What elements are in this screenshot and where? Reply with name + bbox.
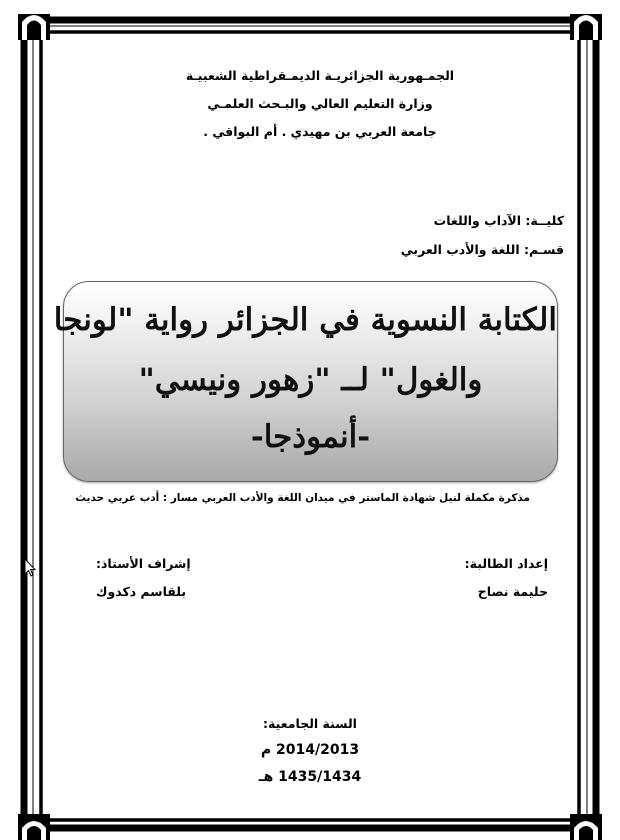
thesis-title-line-1: الكتابة النسوية في الجزائر رواية "لونجا: [53, 302, 557, 338]
faculty-line: [264, 206, 564, 235]
corner-ornament-top-left: [18, 14, 50, 40]
faculty-label: كليــة:: [525, 213, 564, 228]
student-label: إعداد الطالبة:: [464, 556, 548, 571]
supervisor-name: بلقاسم دكدوك: [96, 584, 187, 599]
thesis-subtitle: مذكرة مكملة لنيل شهادة الماستر في ميدان اللغة والأدب العربي مسار : أدب عربي حديث: [75, 492, 530, 504]
supervisor-label: إشراف الأستاذ:: [96, 556, 191, 571]
republic-name: الجمـهورية الجزائريـة الديمـقراطية الشعبيـة: [185, 68, 455, 83]
ministry-name: وزارة التعليم العالي والبـحث العلمـي: [207, 96, 433, 111]
department-line: [264, 235, 564, 264]
corner-ornament-bottom-right: [570, 814, 602, 840]
faculty-info: [264, 206, 564, 264]
academic-year-gregorian: 2014/2013 م: [260, 742, 360, 758]
thesis-title-line-2: والغول" لــ "زهور ونيسي": [138, 362, 483, 398]
faculty-value: الآداب واللغات: [433, 213, 522, 228]
department-value: اللغة والأدب العربي: [400, 242, 520, 257]
university-name: جامعة العربي بن مهيدي . أم البواقي .: [203, 124, 437, 139]
corner-ornament-bottom-left: [18, 814, 50, 840]
mouse-pointer-icon: [24, 558, 36, 578]
department-label: قسـم:: [524, 242, 564, 257]
thesis-title-line-3: -أنموذجا-: [250, 419, 371, 455]
student-name: حليمة نصاح: [477, 584, 548, 599]
academic-year-label: السنة الجامعية:: [263, 716, 357, 731]
thesis-title-box: [53, 281, 558, 482]
institution-header: [150, 62, 490, 146]
academic-year: [220, 710, 400, 791]
corner-ornament-top-right: [570, 14, 602, 40]
academic-year-hijri: 1435/1434 هـ: [258, 769, 362, 785]
